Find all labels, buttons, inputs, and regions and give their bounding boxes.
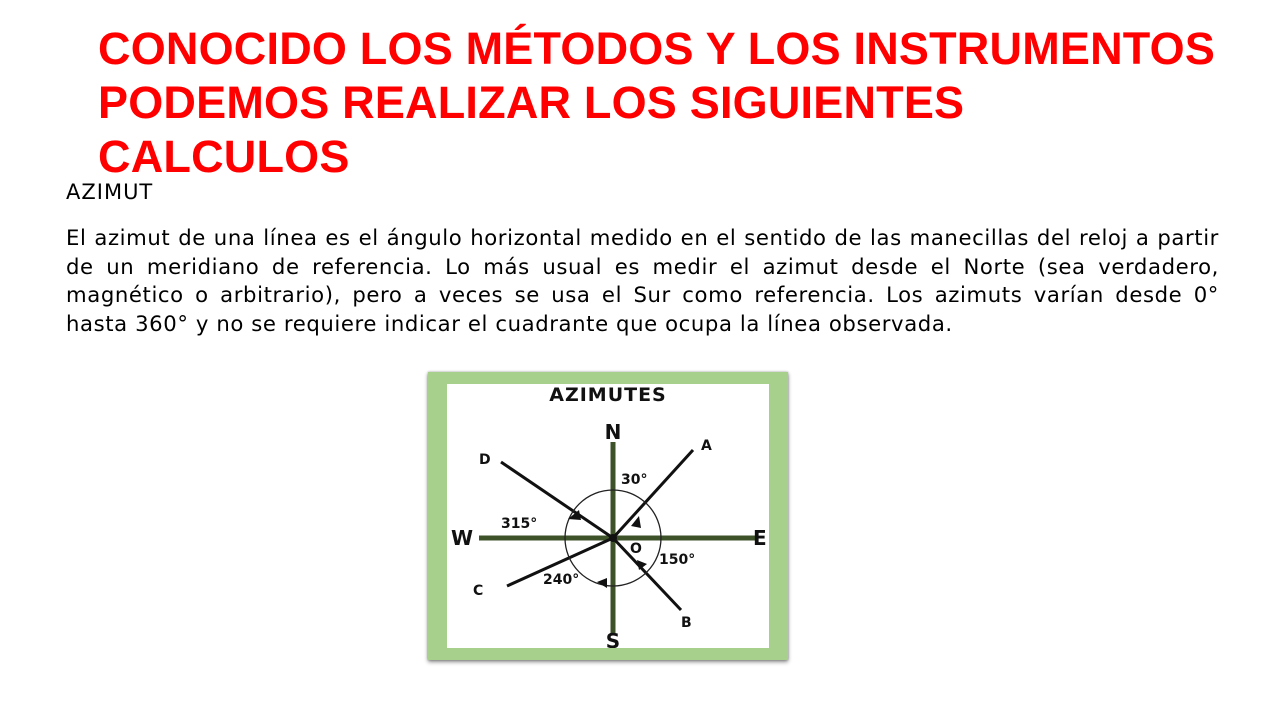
label-angle-30: 30° [621,472,648,488]
label-point-c: C [473,583,484,599]
azimut-definition-text: El azimut de una línea es el ángulo horizontal medido en el sentido de las manecillas del reloj a partir de un meridiano de referencia. Lo más usual es medir el azimut desde el Norte (sea verdadero, magnético o arbitrario), pero a veces se usa el Sur como referencia. Los azimuts varían desde 0° hasta 360° y no se requiere indicar el cuadrante que ocupa la línea observada. [66,225,1219,336]
label-angle-240: 240° [543,572,580,588]
label-point-a: A [701,438,712,454]
line-ob [613,538,681,610]
label-angle-315: 315° [501,516,538,532]
azimut-diagram [447,384,769,648]
arc-arrow-c [597,578,607,588]
label-angle-150: 150° [659,552,696,568]
label-west: W [451,526,474,550]
label-east: E [753,526,767,550]
figure-frame [428,372,788,660]
label-point-b: B [681,615,692,631]
section-heading: AZIMUT [66,180,154,204]
label-origin: O [630,541,642,557]
slide-title: CONOCIDO LOS MÉTODOS Y LOS INSTRUMENTOS PODEMOS REALIZAR LOS SIGUIENTES CALCULOS [98,23,1216,182]
label-south: S [605,629,621,648]
diagram-title: AZIMUTES [549,384,667,406]
line-oa [613,450,693,538]
origin-point [609,534,617,542]
label-north: N [604,420,622,444]
label-point-d: D [479,452,491,468]
figure-inner [447,384,769,648]
